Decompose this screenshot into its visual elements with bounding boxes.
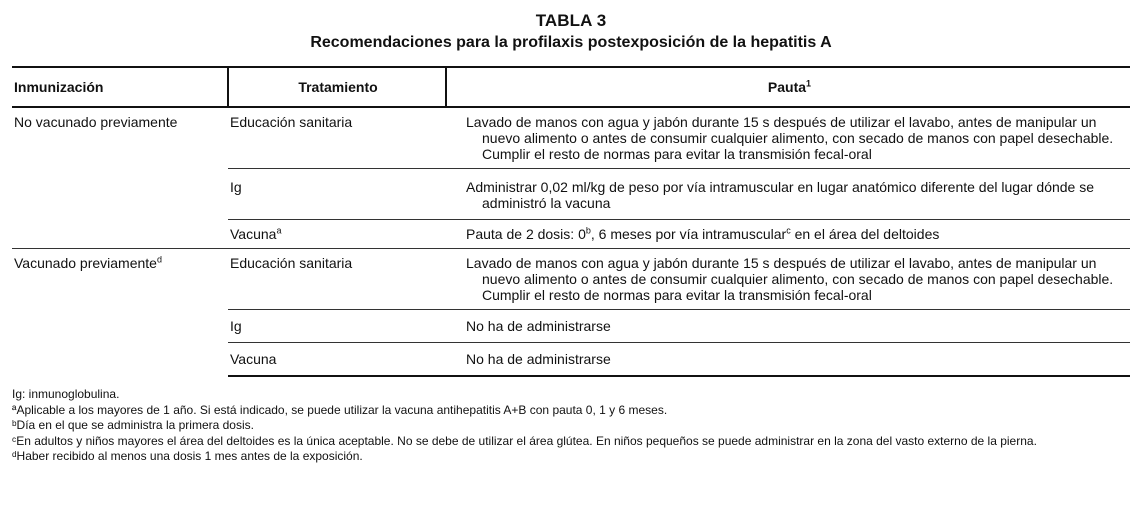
- pauta-part: Pauta de 2 dosis: 0: [466, 226, 586, 242]
- tratamiento-text: Vacuna: [230, 226, 277, 242]
- footnote: Ig: inmunoglobulina.: [12, 387, 120, 401]
- pauta-part: en el área del deltoides: [790, 226, 940, 242]
- group-label-text: No vacunado previamente: [14, 114, 178, 130]
- group-label-sup: d: [156, 254, 162, 265]
- pauta-text: Lavado de manos con agua y jabón durante 15 s después de utilizar el lavabo, antes de manipular un nuevo alimento o antes de consumir cualquier alimento, con secado de manos con papel desechable. Cumplir el resto de normas para evitar la transmisión fecal-oral: [466, 255, 1114, 303]
- pauta-part: , 6 meses por vía intramuscular: [590, 226, 787, 242]
- pauta-cell: [446, 220, 1130, 249]
- header-pauta: [446, 67, 1130, 107]
- pauta-text: No ha de administrarse: [466, 351, 611, 367]
- header-pauta-sup: 1: [806, 78, 812, 89]
- table-subtitle: Recomendaciones para la profilaxis postexposición de la hepatitis A: [310, 34, 832, 51]
- pauta-cell: [446, 169, 1130, 220]
- table-title: TABLA 3: [535, 11, 607, 30]
- footnotes: [12, 387, 1130, 465]
- pauta-cell: [446, 343, 1130, 377]
- prophylaxis-table: [12, 66, 1130, 377]
- pauta-text: No ha de administrarse: [466, 318, 611, 334]
- header-tratamiento: Tratamiento: [228, 67, 446, 107]
- tratamiento-cell: Ig: [228, 169, 446, 220]
- pauta-sup: b: [585, 225, 591, 236]
- footnote: ᶜEn adultos y niños mayores el área del deltoides es la única aceptable. No se debe de utilizar el área glútea. En niños pequeños se puede administrar en la zona del vasto externo de la pierna.: [12, 433, 1037, 448]
- tratamiento-cell: Educación sanitaria: [228, 249, 446, 310]
- header-inmunizacion: Inmunización: [12, 67, 228, 107]
- document-page: [12, 10, 1130, 465]
- tratamiento-cell: Vacuna: [228, 343, 446, 377]
- group-label: [12, 107, 228, 249]
- pauta-text: [466, 226, 1126, 242]
- tratamiento-cell: [228, 220, 446, 249]
- header-pauta-label: Pauta: [767, 79, 807, 95]
- pauta-cell: [446, 107, 1130, 169]
- table-row: [12, 249, 1130, 310]
- footnote: ªAplicable a los mayores de 1 año. Si está indicado, se puede utilizar la vacuna antihepatitis A+B con pauta 0, 1 y 6 meses.: [12, 402, 668, 417]
- group-label: [12, 249, 228, 377]
- table-header-row: [12, 67, 1130, 107]
- tratamiento-sup: a: [276, 225, 282, 236]
- tratamiento-cell: Ig: [228, 310, 446, 343]
- table-row: [12, 107, 1130, 169]
- pauta-cell: [446, 310, 1130, 343]
- pauta-text: Administrar 0,02 ml/kg de peso por vía intramuscular en lugar anatómico diferente del lugar dónde se administró la vacuna: [466, 179, 1095, 211]
- pauta-text: Lavado de manos con agua y jabón durante 15 s después de utilizar el lavabo, antes de manipular un nuevo alimento o antes de consumir cualquier alimento, con secado de manos con papel desechable. Cumplir el resto de normas para evitar la transmisión fecal-oral: [466, 114, 1114, 162]
- group-label-text: Vacunado previamente: [14, 255, 157, 271]
- footnote: ᵇDía en el que se administra la primera dosis.: [12, 418, 254, 432]
- footnote: ᵈHaber recibido al menos una dosis 1 mes antes de la exposición.: [12, 449, 363, 463]
- pauta-cell: [446, 249, 1130, 310]
- pauta-sup: c: [786, 225, 791, 236]
- tratamiento-cell: Educación sanitaria: [228, 107, 446, 169]
